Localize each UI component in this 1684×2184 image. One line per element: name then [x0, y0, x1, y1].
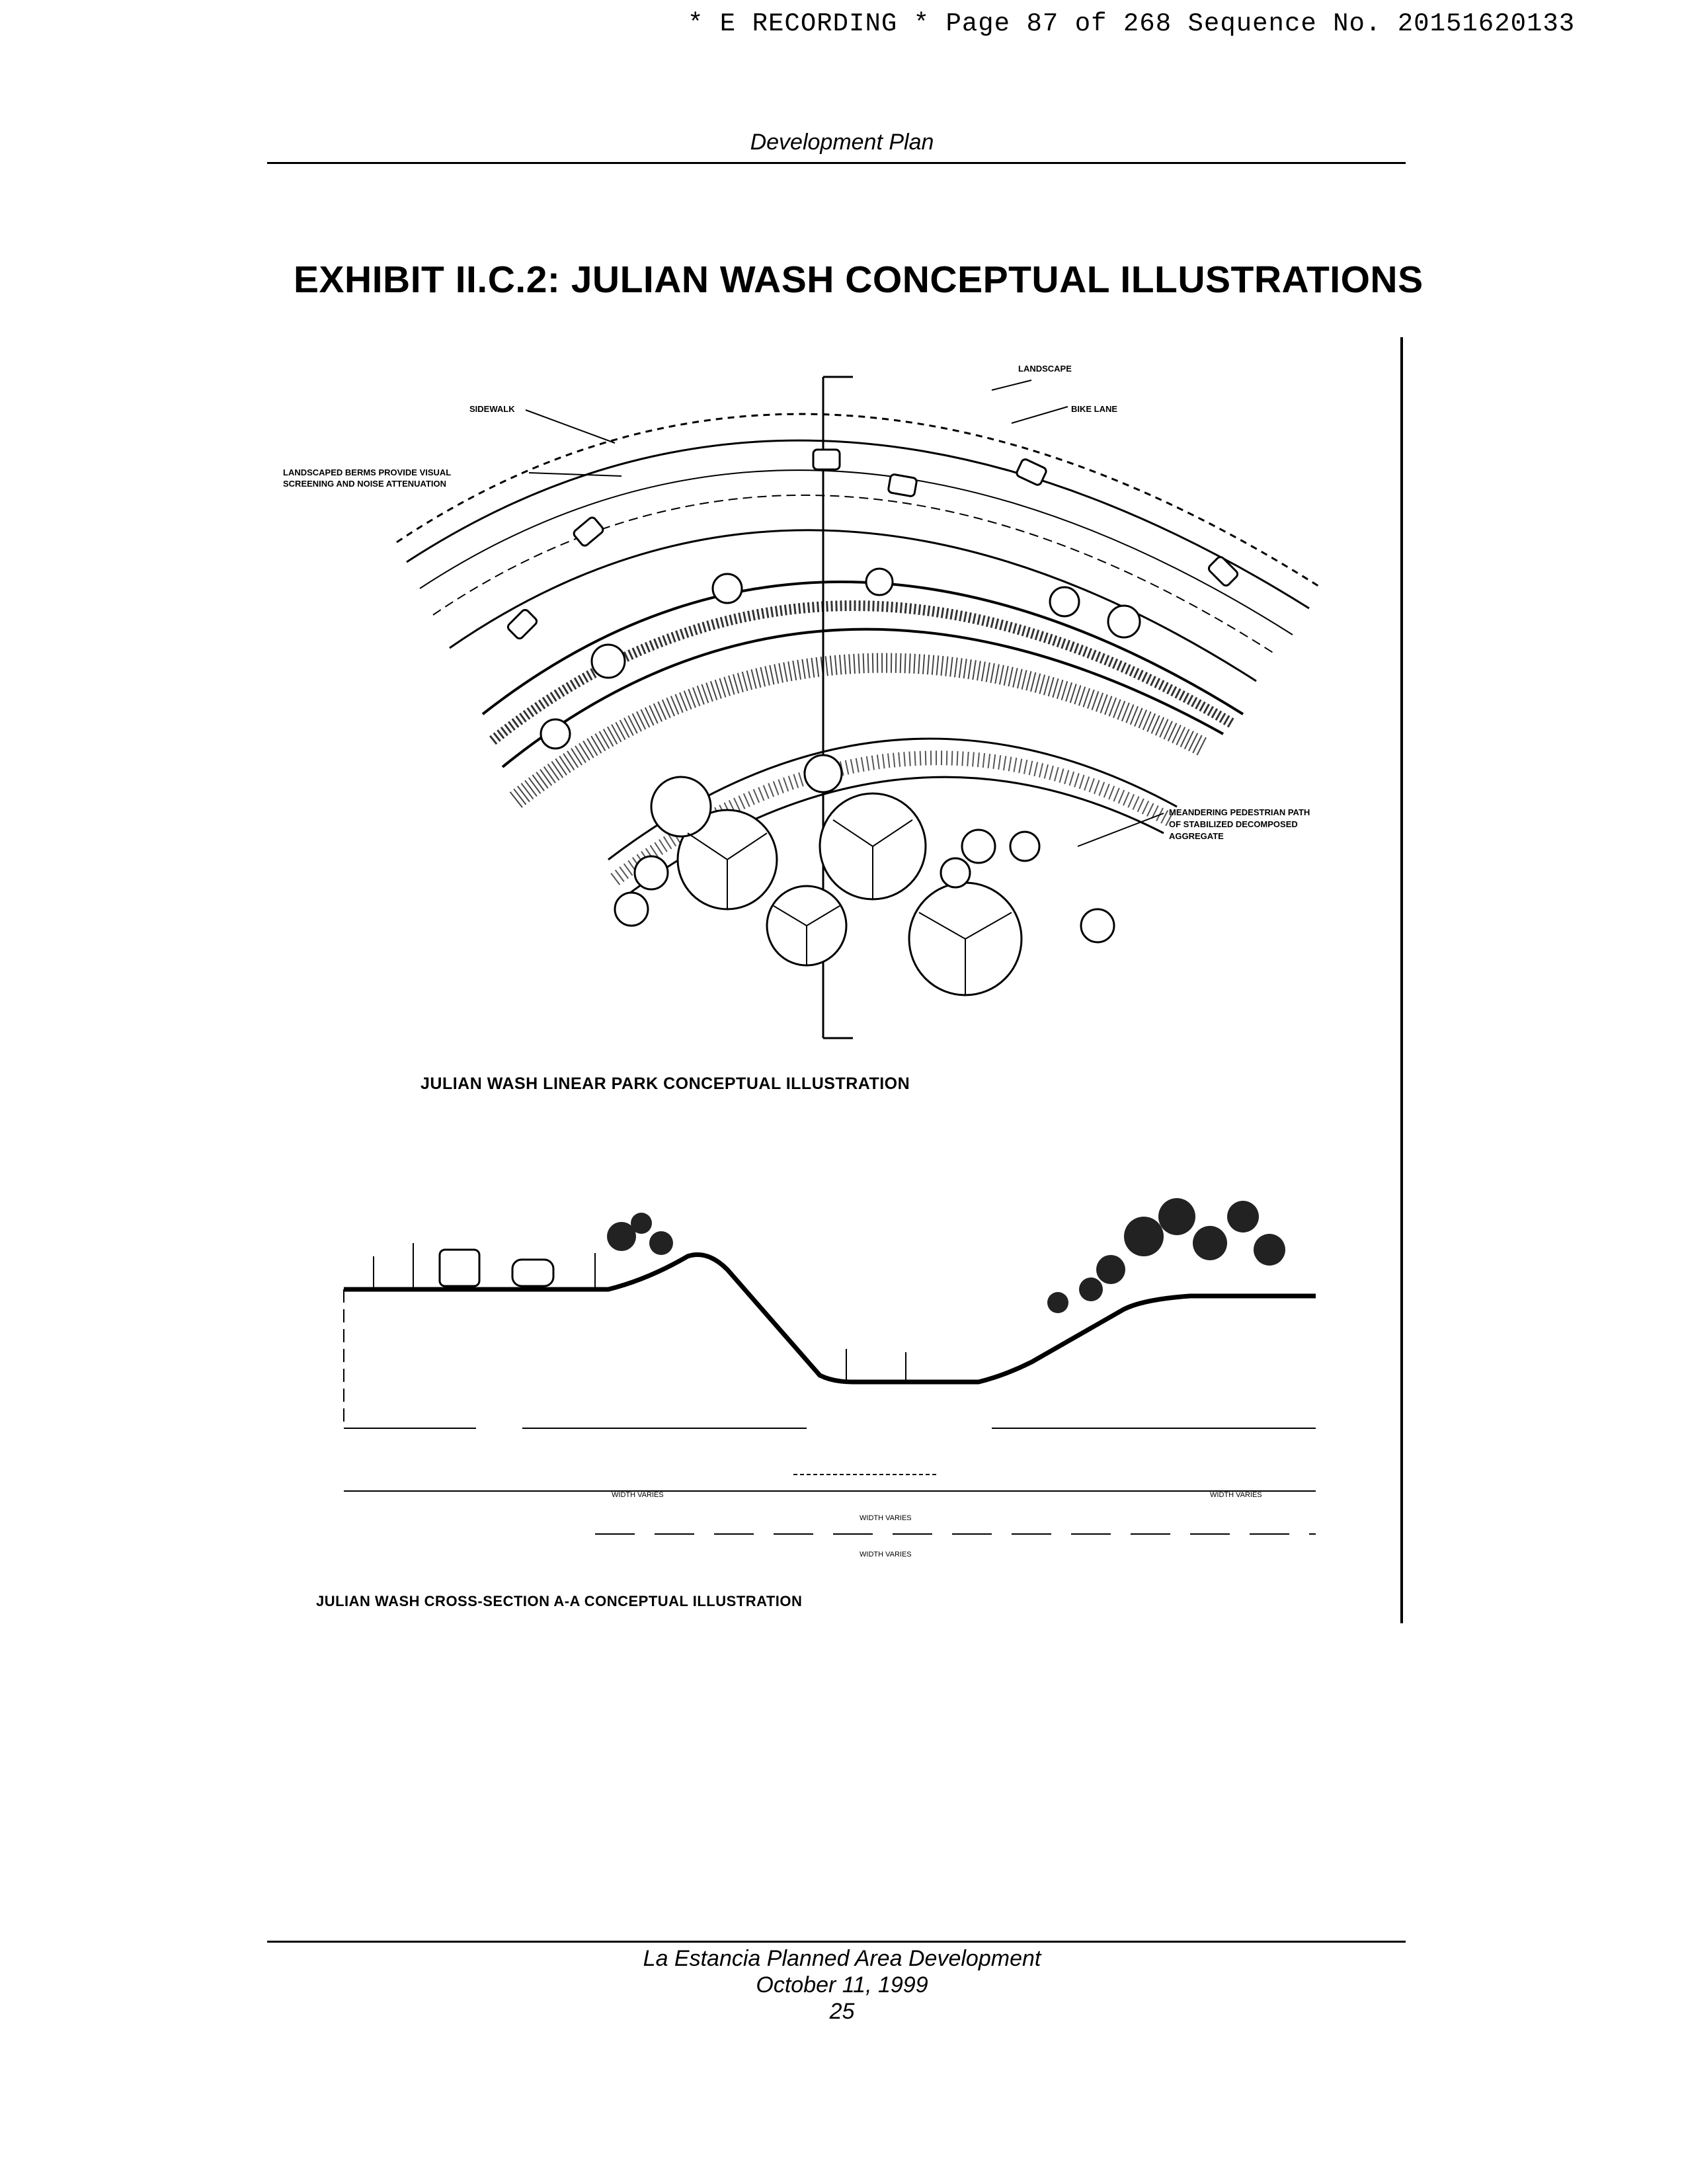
- plan-caption: JULIAN WASH LINEAR PARK CONCEPTUAL ILLUSTRATION: [421, 1074, 910, 1093]
- linear-park-plan-illustration: [264, 344, 1388, 1058]
- berm-label-line2: SCREENING AND NOISE ATTENUATION: [283, 479, 447, 489]
- cross-section-illustration: [331, 1137, 1336, 1560]
- path-label-line3: AGGREGATE: [1169, 831, 1224, 841]
- page-number: 25: [829, 1999, 855, 2024]
- section-caption: JULIAN WASH CROSS-SECTION A-A CONCEPTUAL ILLUSTRATION: [316, 1593, 803, 1609]
- exhibit-border: [1400, 337, 1403, 1623]
- page-header: Development Plan: [750, 130, 934, 155]
- dimension-label: WIDTH VARIES: [860, 1514, 912, 1522]
- bike-lane-label: BIKE LANE: [1071, 404, 1118, 414]
- exhibit-title: EXHIBIT II.C.2: JULIAN WASH CONCEPTUAL ILLUSTRATIONS: [294, 259, 1423, 301]
- header-rule: [267, 162, 1406, 164]
- path-label-line2: OF STABILIZED DECOMPOSED: [1169, 819, 1298, 829]
- landscape-label: LANDSCAPE: [1018, 364, 1072, 374]
- path-label-line1: MEANDERING PEDESTRIAN PATH: [1169, 807, 1310, 817]
- sidewalk-label: SIDEWALK: [469, 404, 515, 414]
- footer-document-title: La Estancia Planned Area Development: [643, 1946, 1041, 1971]
- dimension-label: WIDTH VARIES: [860, 1551, 912, 1558]
- recording-stamp: * E RECORDING * Page 87 of 268 Sequence No. 20151620133: [688, 9, 1576, 38]
- dimension-label: WIDTH VARIES: [612, 1491, 664, 1499]
- footer-rule: [267, 1941, 1406, 1943]
- footer-date: October 11, 1999: [756, 1972, 928, 1998]
- dimension-label: WIDTH VARIES: [1210, 1491, 1262, 1499]
- berm-label-line1: LANDSCAPED BERMS PROVIDE VISUAL: [283, 467, 452, 477]
